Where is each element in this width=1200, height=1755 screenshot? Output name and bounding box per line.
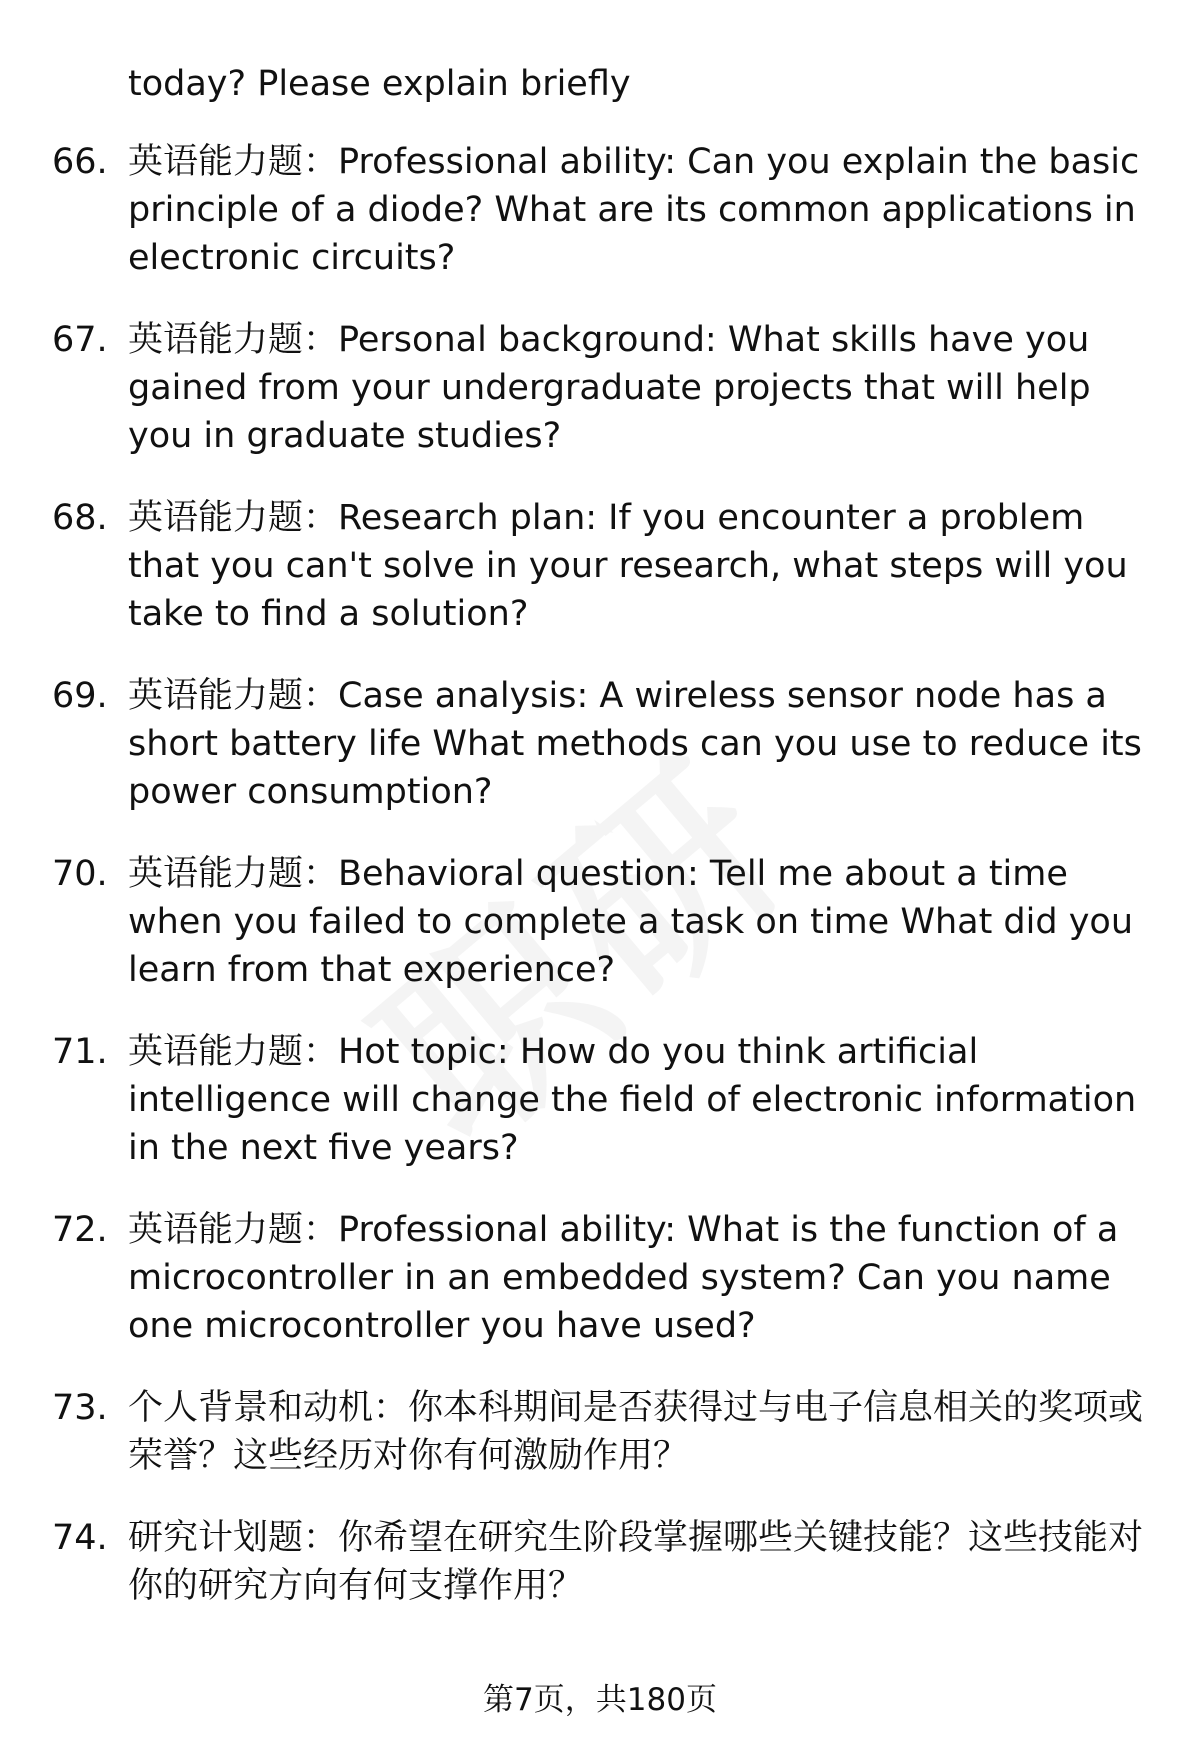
question-text: Hot topic: How do you think artificial intelligence will change the field of electronic information in the next five years? <box>128 1032 1137 1168</box>
question-text: 你希望在研究生阶段掌握哪些关键技能？这些技能对你的研究方向有何支撑作用？ <box>128 1518 1144 1606</box>
question-number: 66. <box>52 142 108 182</box>
question-text: Personal background: What skills have you gained from your undergraduate projects that will help you in graduate studies? <box>128 320 1091 456</box>
question-number: 67. <box>52 320 108 360</box>
question-list <box>52 138 1162 1644</box>
question-item-70 <box>52 850 1162 994</box>
question-item-72 <box>52 1206 1162 1350</box>
question-category: 英语能力题： <box>128 676 339 716</box>
question-item-73 <box>52 1384 1162 1480</box>
question-item-68 <box>52 494 1162 638</box>
question-body <box>128 138 1162 282</box>
question-body <box>128 1384 1162 1480</box>
question-item-69 <box>52 672 1162 816</box>
question-text: Case analysis: A wireless sensor node has a short battery life What methods can you use to reduce its power consumption? <box>128 676 1142 812</box>
page-footer: 第7页，共180页 <box>483 1682 717 1718</box>
question-category: 个人背景和动机： <box>128 1388 409 1428</box>
question-text: Behavioral question: Tell me about a time when you failed to complete a task on time What did you learn from that experience? <box>128 854 1134 990</box>
question-body <box>128 1514 1162 1610</box>
question-category: 英语能力题： <box>128 854 339 894</box>
question-number: 73. <box>52 1388 108 1428</box>
question-text: Professional ability: What is the function of a microcontroller in an embedded system? Can you name one microcontroller you have used? <box>128 1210 1119 1346</box>
question-body <box>128 672 1162 816</box>
question-text: 你本科期间是否获得过与电子信息相关的奖项或荣誉？这些经历对你有何激励作用？ <box>128 1388 1144 1476</box>
question-number: 72. <box>52 1210 108 1250</box>
question-category: 英语能力题： <box>128 142 339 182</box>
question-item-74 <box>52 1514 1162 1610</box>
question-text: Research plan: If you encounter a problem that you can't solve in your research, what steps will you take to find a solution? <box>128 498 1128 634</box>
question-body <box>128 1028 1162 1172</box>
question-body <box>128 850 1162 994</box>
question-body <box>128 494 1162 638</box>
question-category: 研究计划题： <box>128 1518 339 1558</box>
question-body <box>128 316 1162 460</box>
continued-question-text: today? Please explain briefly <box>128 64 631 104</box>
question-number: 71. <box>52 1032 108 1072</box>
question-body <box>128 1206 1162 1350</box>
question-item-71 <box>52 1028 1162 1172</box>
question-category: 英语能力题： <box>128 498 339 538</box>
question-item-66 <box>52 138 1162 282</box>
question-number: 69. <box>52 676 108 716</box>
question-category: 英语能力题： <box>128 1032 339 1072</box>
question-item-67 <box>52 316 1162 460</box>
question-text: Professional ability: Can you explain the basic principle of a diode? What are its common applications in electronic circuits? <box>128 142 1140 278</box>
question-category: 英语能力题： <box>128 1210 339 1250</box>
question-category: 英语能力题： <box>128 320 339 360</box>
question-number: 68. <box>52 498 108 538</box>
question-number: 70. <box>52 854 108 894</box>
question-number: 74. <box>52 1518 108 1558</box>
